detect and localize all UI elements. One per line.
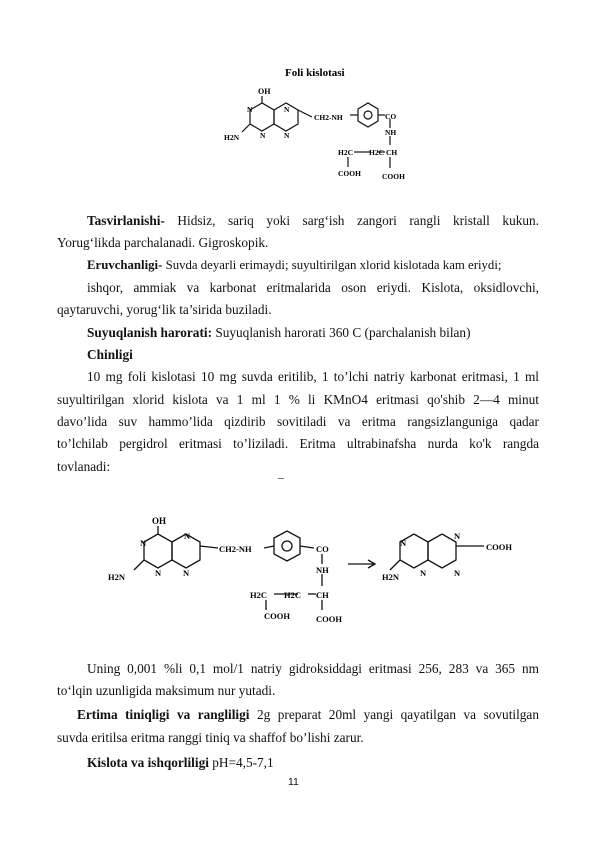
ch2nh-label: CH2-NH <box>314 113 343 122</box>
n-label: N <box>400 538 407 548</box>
figure-oxidation-reaction <box>104 506 524 626</box>
cooh-label: COOH <box>316 614 342 624</box>
nh-label: NH <box>385 128 397 137</box>
n-label: N <box>155 568 162 578</box>
identity-text-5: tovlanadi: <box>57 459 111 474</box>
uv-line-2 <box>57 680 539 703</box>
identity-line-4 <box>57 433 539 456</box>
n-label: N <box>247 105 253 114</box>
description-text: Hidsiz, sariq yoki sarg‘ish zangori rangli kristall kukun. <box>177 213 539 228</box>
h2n-label: H2N <box>224 133 239 142</box>
solubility-text: Suvda deyarli erimaydi; suyultirilgan xlorid kislotada kam eriydi; <box>165 258 502 272</box>
clarity-term: Ertima tiniqligi va rangliligi <box>77 707 250 722</box>
melting-point-term: Suyuqlanish harorati: <box>87 325 213 340</box>
oh-label: OH <box>152 516 167 526</box>
figure-folic-acid <box>220 62 420 192</box>
figure-title: Foli kislotasi <box>285 67 345 79</box>
n-label: N <box>284 131 290 140</box>
h2c-label: H2C <box>338 148 353 157</box>
page-number: 11 <box>288 776 299 788</box>
oh-label: OH <box>258 87 271 96</box>
identity-text-3: davo’lida suv hammo’lida qizdirib sovitiladi va eritma rangsizlanguniga qadar <box>57 414 539 429</box>
clarity-text-2: suvda eritilsa eritma ranggi tiniq va shaffof bo’lishi zarur. <box>57 730 364 745</box>
acidity-line <box>87 752 539 775</box>
n-label: N <box>260 131 266 140</box>
cooh-label: COOH <box>486 542 512 552</box>
n-label: N <box>140 538 147 548</box>
h2n-label: H2N <box>108 572 125 582</box>
uv-text-2: to‘lqin uzunligida maksimum nur yutadi. <box>57 683 276 698</box>
n-label: N <box>454 531 461 541</box>
n-label: N <box>454 568 461 578</box>
ch-label: CH <box>386 148 398 157</box>
solubility-text-2: ishqor, ammiak va karbonat eritmalarida oson eriydi. Kislota, oksidlovchi, <box>87 280 539 295</box>
identity-text-4: to’lchilab pergidrol eritmasi to’liziladi. Eritma ultrabinafsha nurda ko'k rangda <box>57 436 539 451</box>
melting-point-line <box>87 322 539 345</box>
solubility-text-3: qaytaruvchi, yorug‘lik ta’sirida buziladi. <box>57 302 272 317</box>
n-label: N <box>183 568 190 578</box>
co-label: CO <box>316 544 329 554</box>
cooh-label: COOH <box>264 611 290 621</box>
h2c-label: H2C <box>369 148 384 157</box>
acidity-text: pH=4,5-7,1 <box>212 755 274 770</box>
uv-text-1: Uning 0,001 %li 0,1 mol/1 natriy gidroksiddagi eritmasi 256, 283 va 365 nm <box>87 661 539 676</box>
solubility-term: Eruvchanligi- <box>87 258 163 272</box>
identity-line-3 <box>57 411 539 434</box>
solubility-line-3 <box>57 299 539 322</box>
melting-point-text: Suyuqlanish harorati 360 C (parchalanish bilan) <box>215 325 471 340</box>
identity-line-2 <box>57 389 539 412</box>
n-label: N <box>284 105 290 114</box>
acidity-term: Kislota va ishqorliligi <box>87 755 209 770</box>
nh-label: NH <box>316 565 329 575</box>
uv-line-1 <box>87 658 539 681</box>
solubility-line-1 <box>87 254 539 277</box>
identity-text-2: suyultirilgan xlorid kislota va 1 ml 1 % li KMnO4 eritmasi qo'shib 2—4 minut <box>57 392 539 407</box>
h2c-label: H2C <box>250 590 267 600</box>
dash-mark: – <box>278 470 284 484</box>
ch-label: CH <box>316 590 329 600</box>
solubility-line-2 <box>87 277 539 300</box>
reaction-scheme <box>104 506 524 626</box>
h2c-label: H2C <box>284 590 301 600</box>
clarity-text: 2g preparat 20ml yangi qayatilgan va sovutilgan <box>256 707 539 722</box>
folic-acid-structure <box>220 62 420 192</box>
co-label: CO <box>385 112 397 121</box>
cooh-label: COOH <box>382 172 405 181</box>
n-label: N <box>420 568 427 578</box>
description-term: Tasvirlanishi- <box>87 213 165 228</box>
clarity-line-1 <box>77 704 539 727</box>
clarity-line-2 <box>57 727 539 750</box>
n-label: N <box>184 531 191 541</box>
identity-line-1 <box>87 366 539 389</box>
description-line-1 <box>87 210 539 233</box>
description-line-2 <box>57 232 539 255</box>
ch2nh-label: CH2-NH <box>219 544 252 554</box>
cooh-label: COOH <box>338 169 361 178</box>
identity-line-5 <box>57 456 539 479</box>
identity-text-1: 10 mg foli kislotasi 10 mg suvda eritilib, 1 to’lchi natriy karbonat eritmasi, 1 ml <box>87 369 539 384</box>
description-text-2: Yorug‘likda parchalanadi. Gigroskopik. <box>57 235 269 250</box>
identity-heading: Chinligi <box>87 347 133 362</box>
h2n-label: H2N <box>382 572 399 582</box>
